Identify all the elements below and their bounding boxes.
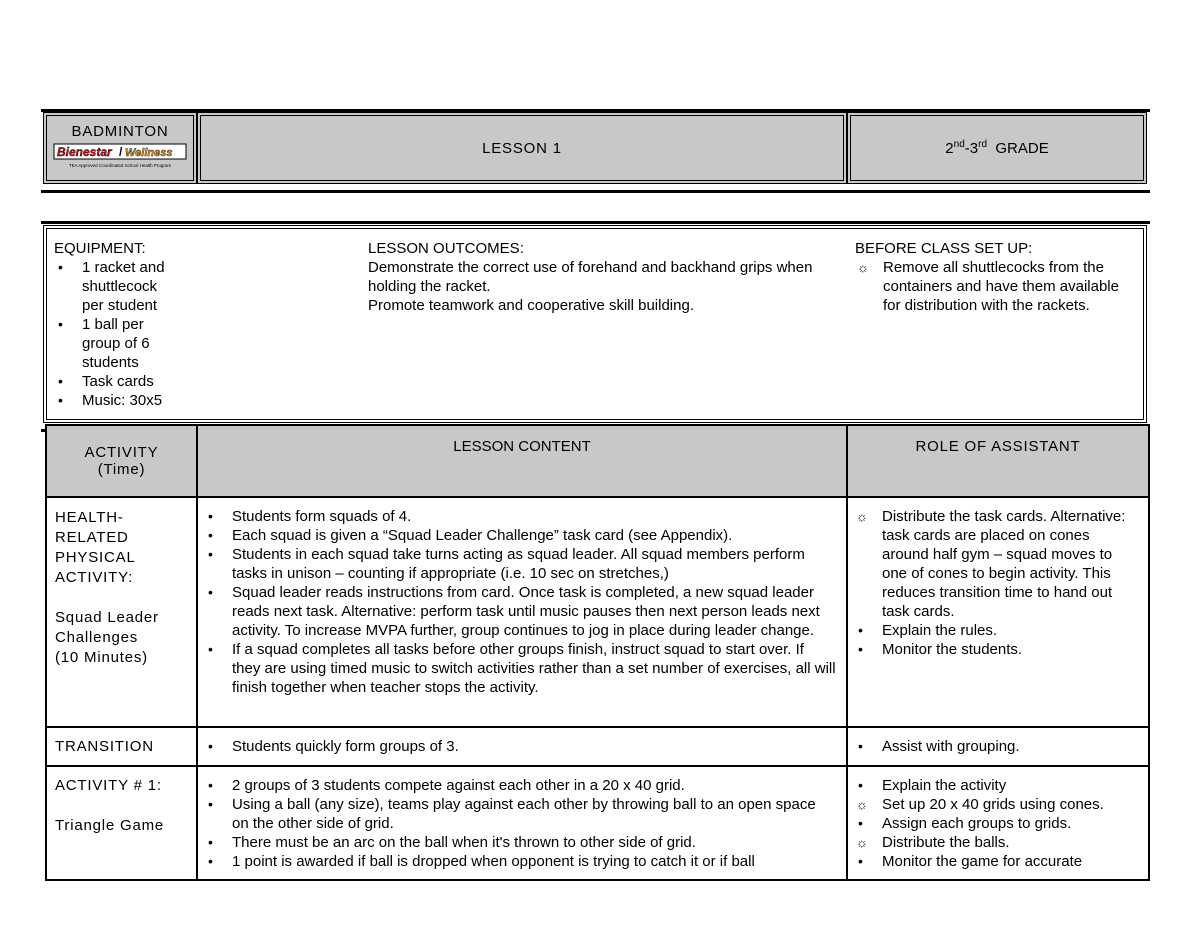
list-item: • There must be an arc on the ball when it's thrown to other side of grid. — [204, 833, 836, 852]
table-row — [46, 497, 1149, 727]
equipment-item: • 1 racket and shuttlecock per student — [54, 258, 182, 315]
list-item: • Monitor the students. — [854, 640, 1140, 659]
activity-name: Triangle Game — [55, 817, 165, 834]
role-list — [854, 507, 1140, 659]
outcomes-section — [368, 239, 838, 315]
grade-label: 2nd-3rd GRADE — [945, 138, 1049, 157]
list-item: • Monitor the game for accurate — [854, 852, 1140, 871]
list-item: • Assist with grouping. — [854, 737, 1140, 756]
outcomes-title: LESSON OUTCOMES: — [368, 240, 524, 257]
content-list — [204, 776, 836, 871]
list-item: • Each squad is given a “Squad Leader Challenge” task card (see Appendix). — [204, 526, 836, 545]
content-cell — [197, 727, 847, 766]
svg-text:/: / — [119, 144, 123, 159]
table-row — [46, 727, 1149, 766]
activity-cell — [46, 497, 197, 727]
outcome-item: Promote teamwork and cooperative skill building. — [368, 297, 694, 314]
activity-name: Squad Leader Challenges — [55, 609, 159, 646]
role-cell — [847, 766, 1149, 880]
list-item: • Students form squads of 4. — [204, 507, 836, 526]
content-list — [204, 507, 836, 697]
equipment-item: • 1 ball per group of 6 students — [54, 315, 182, 372]
list-item: ☼ Distribute the task cards. Alternative: task cards are placed on cones around half gym – squad moves to one of cones to begin activity. This reduces transition time to hand out task cards. — [854, 507, 1140, 621]
content-cell — [197, 766, 847, 880]
bienestar-logo — [53, 142, 187, 174]
list-item: • Explain the activity — [854, 776, 1140, 795]
svg-text:Wellness: Wellness — [125, 146, 173, 159]
activity-cell — [46, 727, 197, 766]
list-item: ☼ Set up 20 x 40 grids using cones. — [854, 795, 1140, 814]
list-item: • Using a ball (any size), teams play against each other by throwing ball to an open space on the other side of grid. — [204, 795, 836, 833]
header-role: ROLE OF ASSISTANT — [847, 425, 1149, 497]
content-cell — [197, 497, 847, 727]
equipment-list — [54, 258, 214, 410]
list-item: • Squad leader reads instructions from card. Once task is completed, a new squad leader reads next task. Alternative: perform task until music pauses then next person leads next activity. To increase MVPA further, group continues to jog in place during leader change. — [204, 583, 836, 640]
table-header-row — [46, 425, 1149, 497]
role-list — [854, 737, 1140, 756]
list-item: • 2 groups of 3 students compete against each other in a 20 x 40 grid. — [204, 776, 836, 795]
activity-title: HEALTH-RELATED PHYSICAL ACTIVITY: — [55, 509, 136, 586]
lesson-title: LESSON 1 — [482, 139, 562, 157]
equipment-section — [54, 239, 214, 410]
header-content: LESSON CONTENT — [197, 425, 847, 497]
list-item: • Explain the rules. — [854, 621, 1140, 640]
equipment-title: EQUIPMENT: — [54, 240, 146, 257]
lesson-cell — [197, 112, 847, 184]
role-list — [854, 776, 1140, 871]
outcome-item: Demonstrate the correct use of forehand and backhand grips when holding the racket. — [368, 259, 813, 295]
list-item: • Students quickly form groups of 3. — [204, 737, 836, 756]
list-item: • 1 point is awarded if ball is dropped when opponent is trying to catch it or if ball — [204, 852, 836, 871]
equipment-item: • Music: 30x5 — [54, 391, 214, 410]
activity-time: (10 Minutes) — [55, 649, 148, 666]
svg-text:TEA Approved Coordinated Schoo: TEA Approved Coordinated School Health Program — [68, 162, 172, 168]
program-title: BADMINTON — [71, 122, 169, 140]
role-cell — [847, 727, 1149, 766]
list-item: • Assign each groups to grids. — [854, 814, 1140, 833]
grade-cell — [847, 112, 1147, 184]
equipment-item: • Task cards — [54, 372, 214, 391]
lesson-table — [45, 424, 1150, 881]
header-activity: ACTIVITY (Time) — [46, 425, 197, 497]
setup-section — [855, 239, 1140, 315]
list-item: ☼ Distribute the balls. — [854, 833, 1140, 852]
activity-title: TRANSITION — [55, 738, 154, 755]
content-list — [204, 737, 836, 756]
setup-title: BEFORE CLASS SET UP: — [855, 240, 1033, 257]
setup-item: ☼ Remove all shuttlecocks from the containers and have them available for distribution with the rackets. — [855, 258, 1140, 315]
list-item: • If a squad completes all tasks before other groups finish, instruct squad to start over. If they are using timed music to switch activities rather than a set number of exercises, all will finish together when teacher stops the activity. — [204, 640, 836, 697]
list-item: • Students in each squad take turns acting as squad leader. All squad members perform tasks in unison – counting if appropriate (i.e. 10 sec on stretches,) — [204, 545, 836, 583]
table-row — [46, 766, 1149, 880]
role-cell — [847, 497, 1149, 727]
svg-text:Bienestar: Bienestar — [57, 144, 112, 159]
activity-title: ACTIVITY # 1: — [55, 777, 162, 794]
activity-cell — [46, 766, 197, 880]
program-cell — [43, 112, 197, 184]
setup-list — [855, 258, 1140, 315]
